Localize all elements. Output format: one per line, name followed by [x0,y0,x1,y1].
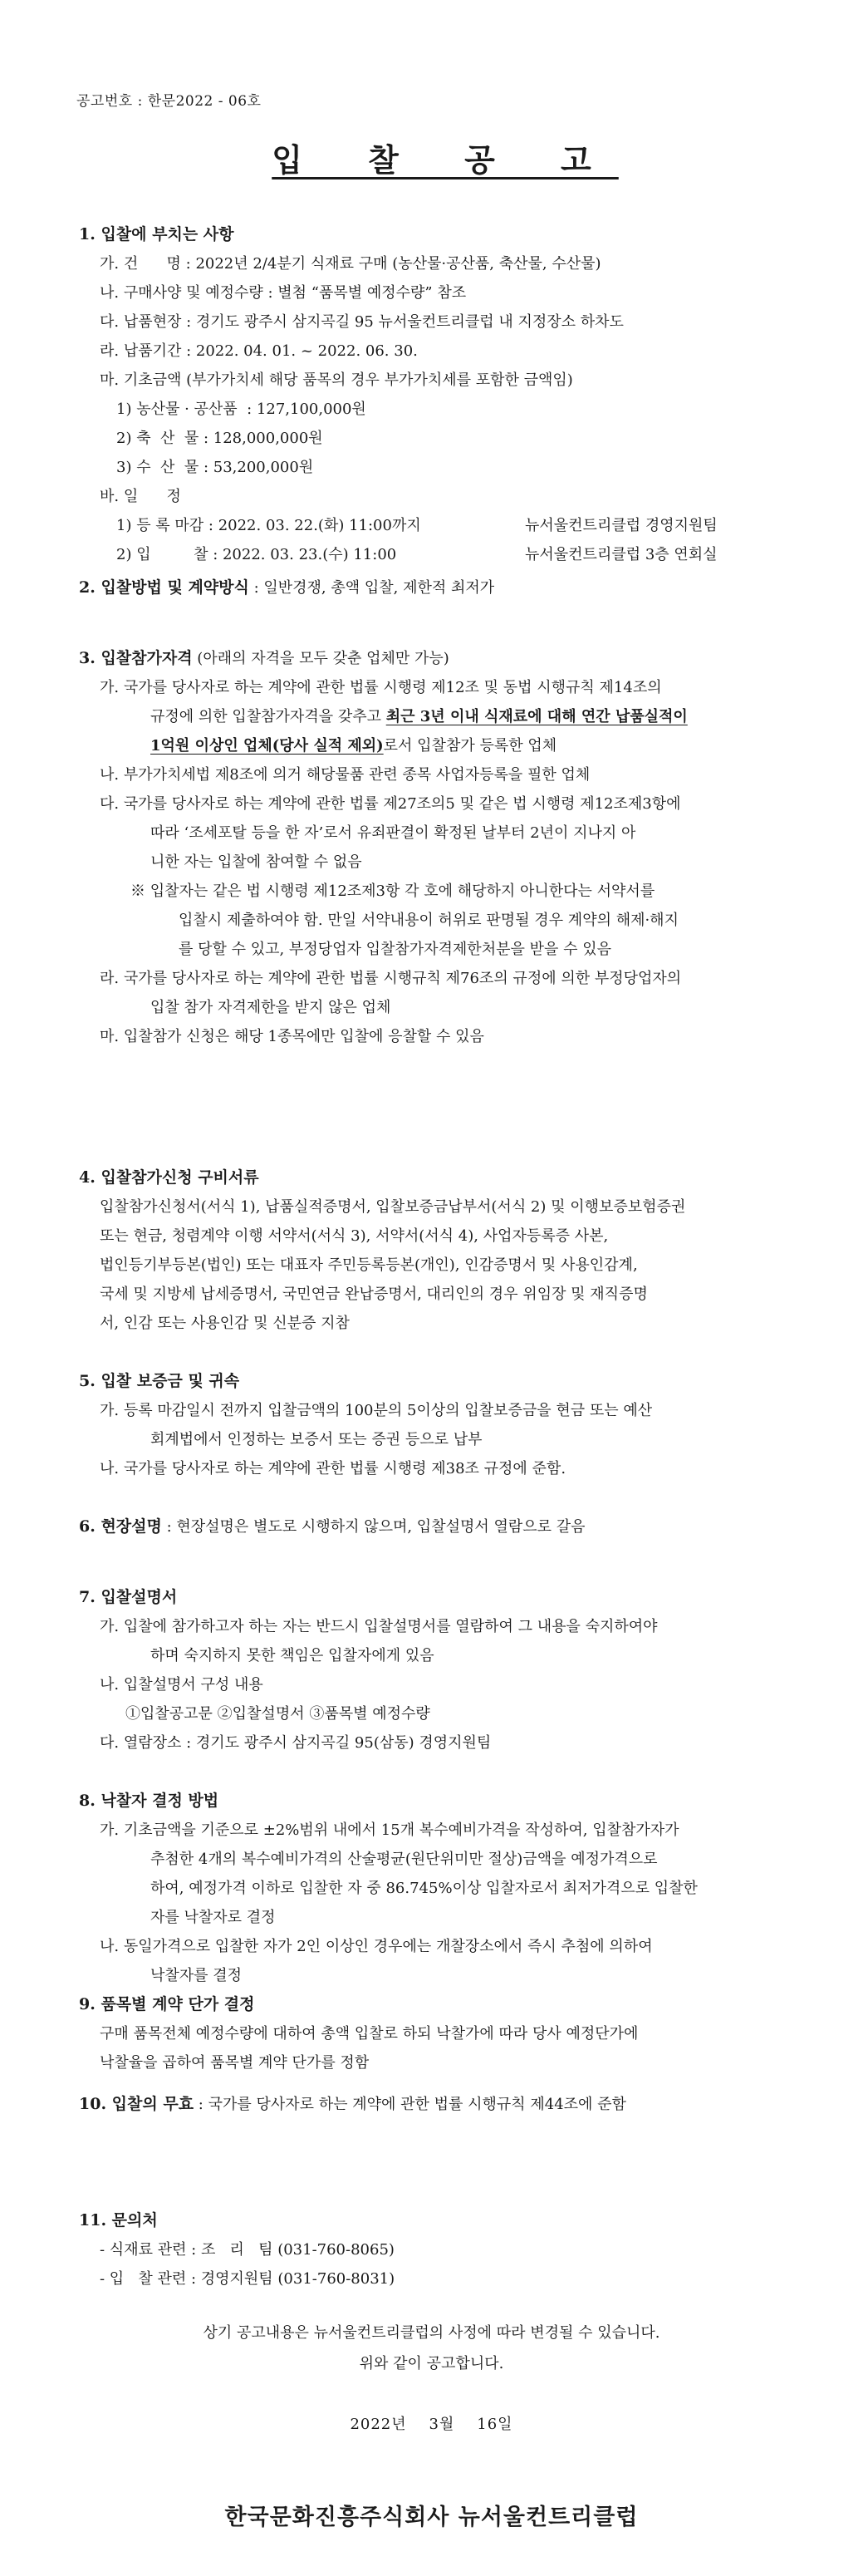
section-bid-method [79,573,810,602]
section-eligibility [79,644,810,1051]
section-unit-price [79,1990,810,2077]
section-documents [79,1163,810,1338]
paragraph-line: 법인등기부등본(법인) 또는 대표자 주민등록등본(개인), 인감증명서 및 사용인감계, [100,1256,638,1274]
paragraph-line: 또는 현금, 청렴계약 이행 서약서(서식 3), 서약서(서식 4), 사업자등록증 사본, [100,1227,609,1245]
section-award-method [79,1787,810,1990]
text-segment: 규정에 의한 입찰참가자격을 갖추고 [150,708,386,725]
page-title [0,140,863,181]
list-item-cont [79,731,810,760]
list-item-cont: 따라 ‘조세포탈 등을 한 자’로서 유죄판결이 확정된 날부터 2년이 지나지 아 [150,824,636,842]
contact-line: - 식재료 관련 : 조 리 팀 (031-760-8065) [100,2241,395,2259]
list-subitem: 2) 축 산 물 : 128,000,000원 [116,430,323,447]
section-bid-items [79,220,810,569]
list-item: 나. 부가가치세법 제8조에 의거 해당물품 관련 종목 사업자등록을 필한 업체 [100,766,591,784]
organization-name: 한국문화진흥주식회사 뉴서울컨트리클럽 [224,2505,639,2530]
section-heading: 8. 낙찰자 결정 방법 [79,1792,219,1810]
section-text: : 현장설명은 별도로 시행하지 않으며, 입찰설명서 열람으로 갈음 [161,1518,586,1536]
list-item: 마. 입찰참가 신청은 해당 1종목에만 입찰에 응찰할 수 있음 [100,1028,484,1045]
list-item: 다. 납품현장 : 경기도 광주시 삼지곡길 95 뉴서울컨트리클럽 내 지정장소 하차도 [100,313,624,331]
section-heading: 9. 품목별 계약 단가 결정 [79,1995,255,2013]
section-heading: 5. 입찰 보증금 및 귀속 [79,1372,240,1390]
paragraph-line: 서, 인감 또는 사용인감 및 신분증 지참 [100,1315,350,1332]
schedule-row [79,540,810,569]
list-item: 가. 등록 마감일시 전까지 입찰금액의 100분의 5이상의 입찰보증금을 현금 또는 예산 [100,1402,653,1419]
section-heading: 11. 문의처 [79,2211,158,2229]
section-heading: 4. 입찰참가신청 구비서류 [79,1168,259,1187]
list-item: 마. 기초금액 (부가가치세 해당 품목의 경우 부가가치세를 포함한 금액임) [100,371,573,389]
note-cont: 입찰시 제출하여야 함. 만일 서약내용이 허위로 판명될 경우 계약의 해제·해지 [179,912,679,929]
section-deposit [79,1367,810,1483]
list-item-cont: 추첨한 4개의 복수예비가격의 산술평균(원단위미만 절상)금액을 예정가격으로 [150,1851,658,1868]
section-heading: 2. 입찰방법 및 계약방식 [79,578,249,597]
section-site-briefing [79,1512,810,1541]
list-item-cont: 낙찰자를 결정 [150,1967,243,1984]
list-item: 가. 입찰에 참가하고자 하는 자는 반드시 입찰설명서를 열람하여 그 내용을 숙지하여야 [100,1618,658,1635]
list-subitem: 1) 농산물 · 공산품 : 127,100,000원 [116,401,366,418]
section-heading: 3. 입찰참가자격 [79,649,193,667]
schedule-deadline: 1) 등 록 마감 : 2022. 03. 22.(화) 11:00까지 [116,517,421,534]
list-item: 바. 일 정 [100,488,181,505]
paragraph-line: 국세 및 지방세 납세증명서, 국민연금 완납증명서, 대리인의 경우 위임장 및 재직증명 [100,1286,648,1303]
list-item-cont: 자를 낙찰자로 결정 [150,1909,276,1926]
section-text: : 국가를 당사자로 하는 계약에 관한 법률 시행규칙 제44조에 준함 [194,2096,626,2113]
note-cont: 를 당할 수 있고, 부정당업자 입찰참가자격제한처분을 받을 수 있음 [179,941,611,958]
schedule-place: 뉴서울컨트리클럽 경영지원팀 [525,517,718,534]
section-heading: 7. 입찰설명서 [79,1588,178,1606]
list-item-cont [79,702,810,731]
list-item-cont: 하여, 예정가격 이하로 입찰한 자 중 86.745%이상 입찰자로서 최저가격으로 입찰한 [150,1880,698,1897]
paragraph-line: 입찰참가신청서(서식 1), 납품실적증명서, 입찰보증금납부서(서식 2) 및 이행보증보험증권 [100,1198,686,1216]
section-note: (아래의 자격을 모두 갖춘 업체만 가능) [192,650,449,667]
closing-statement: 상기 공고내용은 뉴서울컨트리클럽의 사정에 따라 변경될 수 있습니다. [203,2324,660,2342]
list-subitem: ①입찰공고문 ②입찰설명서 ③품목별 예정수량 [125,1705,430,1723]
list-item: 가. 국가를 당사자로 하는 계약에 관한 법률 시행령 제12조 및 동법 시행규칙 제14조의 [100,679,662,696]
section-contact [79,2206,810,2293]
list-item: 나. 입찰설명서 구성 내용 [100,1676,263,1694]
list-item: 가. 건 명 : 2022년 2/4분기 식재료 구매 (농산물·공산품, 축산물, 수산물) [100,255,601,273]
list-item-cont: 입찰 참가 자격제한을 받지 않은 업체 [150,999,391,1016]
list-item: 다. 국가를 당사자로 하는 계약에 관한 법률 제27조의5 및 같은 법 시행령 제12조제3항에 [100,795,681,813]
title-text: 입 찰 공 고 [272,141,619,179]
section-heading: 6. 현장설명 [79,1517,162,1536]
highlight-text: 최근 3년 이내 식재료에 대해 연간 납품실적이 [385,708,688,725]
list-item: 나. 구매사양 및 예정수량 : 별첨 “품목별 예정수량” 참조 [100,284,467,302]
section-text: : 일반경쟁, 총액 입찰, 제한적 최저가 [248,579,495,597]
section-heading: 10. 입찰의 무효 [79,2095,194,2113]
list-subitem: 3) 수 산 물 : 53,200,000원 [116,459,314,476]
contact-line: - 입 찰 관련 : 경영지원팀 (031-760-8031) [100,2270,395,2288]
schedule-place: 뉴서울컨트리클럽 3층 연회실 [525,546,718,563]
highlight-text: 1억원 이상인 업체(당사 실적 제외) [150,737,384,755]
list-item: 라. 납품기간 : 2022. 04. 01. ~ 2022. 06. 30. [100,342,418,360]
closing-statement: 위와 같이 공고합니다. [359,2355,504,2372]
list-item: 가. 기초금액을 기준으로 ±2%범위 내에서 15개 복수예비가격을 작성하여, 입찰참가자가 [100,1821,679,1839]
note-item: ※ 입찰자는 같은 법 시행령 제12조제3항 각 호에 해당하지 아니한다는 서약서를 [130,882,655,900]
list-item-cont: 하며 숙지하지 못한 책임은 입찰자에게 있음 [150,1647,434,1664]
text-segment: 로서 입찰참가 등록한 업체 [383,737,557,755]
section-invalid-bid [79,2090,810,2119]
schedule-row [79,511,810,540]
section-bid-guide [79,1583,810,1757]
list-item: 나. 동일가격으로 입찰한 자가 2인 이상인 경우에는 개찰장소에서 즉시 추첨에 의하여 [100,1938,653,1955]
list-item: 라. 국가를 당사자로 하는 계약에 관한 법률 시행규칙 제76조의 규정에 의한 부정당업자의 [100,970,682,987]
notice-date: 2022년 3월 16일 [350,2416,513,2433]
paragraph-line: 낙찰율을 곱하여 품목별 계약 단가를 정함 [100,2054,370,2072]
paragraph-line: 구매 품목전체 예정수량에 대하여 총액 입찰로 하되 낙찰가에 따라 당사 예정단가에 [100,2025,639,2043]
schedule-bid: 2) 입 찰 : 2022. 03. 23.(수) 11:00 [116,546,397,563]
section-heading: 1. 입찰에 부치는 사항 [79,225,234,243]
list-item-cont: 회계법에서 인정하는 보증서 또는 증권 등으로 납부 [150,1431,483,1448]
notice-number: 공고번호 : 한문2022 - 06호 [76,93,262,110]
list-item: 나. 국가를 당사자로 하는 계약에 관한 법률 시행령 제38조 규정에 준함. [100,1460,566,1477]
list-item-cont: 니한 자는 입찰에 참여할 수 없음 [150,853,362,871]
list-item: 다. 열람장소 : 경기도 광주시 삼지곡길 95(삼동) 경영지원팀 [100,1734,492,1752]
